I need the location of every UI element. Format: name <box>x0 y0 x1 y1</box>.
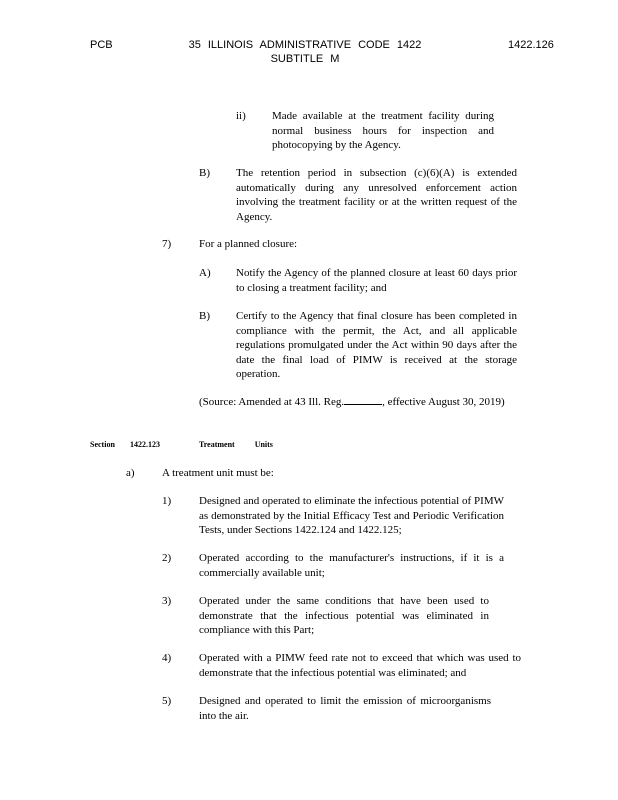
list-item-3-text: Operated under the same conditions that have been used to demonstrate that the infectious potential was eliminated in compliance with this Part; <box>199 595 489 636</box>
subsection-a-label: a) <box>126 467 135 479</box>
list-item-1-label: 1) <box>162 495 172 507</box>
header-title: 35 ILLINOIS ADMINISTRATIVE CODE 1422 <box>188 39 422 51</box>
subsection-a-text: A treatment unit must be: <box>162 467 274 479</box>
item-B2-text: Certify to the Agency that final closure has been completed in compliance with the permit, the Act, and all applicable regulations promulgated under the Act within 90 days after the date the final load of PIMW is received at the storage operation. <box>236 310 517 380</box>
header-right: 1422.126 <box>508 39 554 51</box>
section-number: 1422.123 <box>130 440 160 449</box>
item-B1-text: The retention period in subsection (c)(6)(A) is extended automatically during any unresolved enforcement action involving the treatment facility or at the written request of the Agency. <box>236 167 517 223</box>
list-item-4-label: 4) <box>162 652 172 664</box>
item-A2-label: A) <box>199 267 211 279</box>
section-word: Section <box>90 440 115 449</box>
source-before: (Source: Amended at 43 Ill. Reg. <box>199 396 345 408</box>
item-ii-label: ii) <box>236 110 246 122</box>
list-item-4-text: Operated with a PIMW feed rate not to exceed that which was used to demonstrate that the infectious potential was eliminated; and <box>199 652 521 679</box>
list-item-3-label: 3) <box>162 595 172 607</box>
list-item-5-label: 5) <box>162 695 172 707</box>
item-7-label: 7) <box>162 238 172 250</box>
item-ii-text: Made available at the treatment facility during normal business hours for inspection and photocopying by the Agency. <box>272 110 494 151</box>
item-B2-label: B) <box>199 310 210 322</box>
item-A2-text: Notify the Agency of the planned closure at least 60 days prior to closing a treatment facility; and <box>236 267 517 294</box>
list-item-2-text: Operated according to the manufacturer's instructions, if it is a commercially available unit; <box>199 552 504 579</box>
list-item-2-label: 2) <box>162 552 172 564</box>
item-B1-label: B) <box>199 167 210 179</box>
header-center <box>170 38 440 66</box>
register-blank <box>344 394 382 405</box>
list-item-1-text: Designed and operated to eliminate the infectious potential of PIMW as demonstrated by the Initial Efficacy Test and Periodic Verification Tests, under Sections 1422.124 and 1422.125; <box>199 495 504 536</box>
list-item-5-text: Designed and operated to limit the emission of microorganisms into the air. <box>199 695 491 722</box>
source-note <box>199 394 517 410</box>
section-title: Treatment Units <box>199 440 273 449</box>
source-after: , effective August 30, 2019) <box>382 396 505 408</box>
header-subtitle: SUBTITLE M <box>270 53 340 65</box>
header-left: PCB <box>90 39 113 51</box>
item-7-text: For a planned closure: <box>199 238 298 250</box>
